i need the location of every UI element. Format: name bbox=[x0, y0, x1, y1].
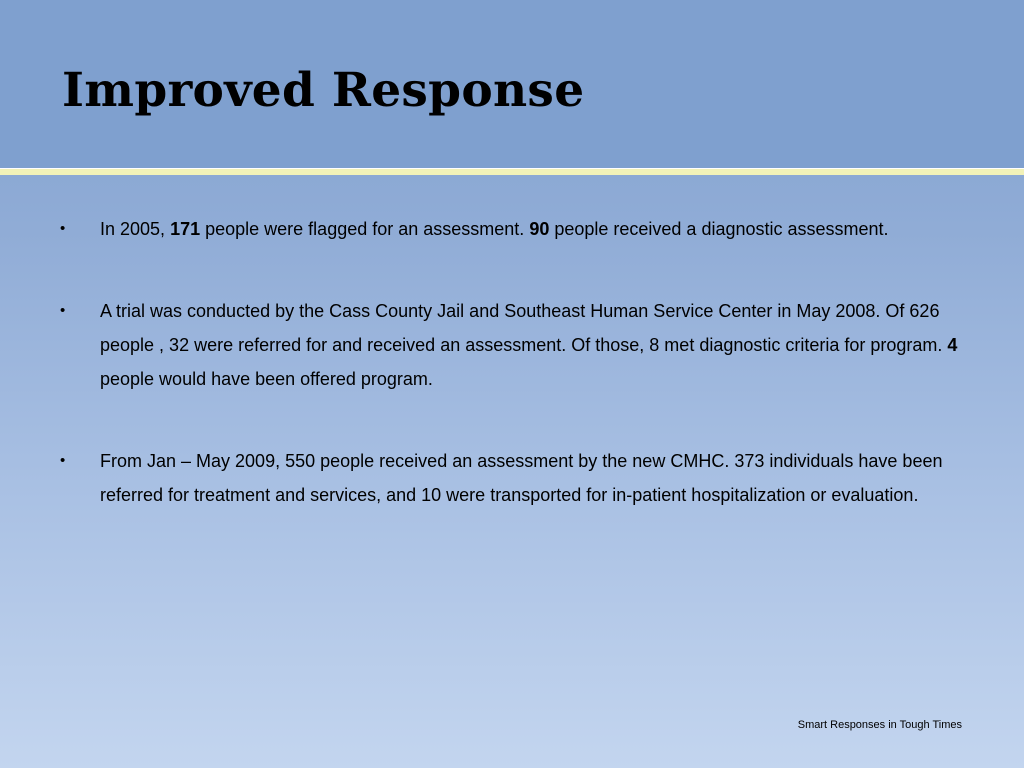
bullet-text-tail: people would have been offered program. bbox=[100, 369, 433, 389]
slide-title: Improved Response bbox=[62, 63, 585, 118]
bullet-text-lead: In 2005, bbox=[100, 219, 171, 239]
bullet-bold-number: 4 bbox=[947, 335, 958, 355]
bullet-text: From Jan – May 2009, 550 people received an assessment by the new CMHC. 373 individuals have been referred for treatment and services, and 10 were transported for in-patient hospitalization or evaluation. bbox=[100, 451, 943, 505]
bullet-marker: • bbox=[60, 220, 66, 237]
title-band bbox=[0, 0, 1024, 168]
slide-footer: Smart Responses in Tough Times bbox=[797, 719, 962, 731]
bullet-text-lead: A trial was conducted by the Cass County Jail and Southeast Human Service Center in May 2008. Of 626 people , 32 were referred for and received an assessment. Of those, 8 met diagnostic criteria for program. bbox=[100, 301, 948, 355]
bullet-text-tail: people received a diagnostic assessment. bbox=[549, 219, 889, 239]
bullet-item bbox=[60, 212, 960, 246]
bullet-bold-number: 171 bbox=[170, 219, 201, 239]
bullet-item bbox=[60, 294, 960, 396]
title-divider bbox=[0, 168, 1024, 175]
bullet-bold-number: 90 bbox=[529, 219, 550, 239]
bullet-marker: • bbox=[60, 302, 66, 319]
bullet-list bbox=[60, 212, 960, 560]
bullet-marker: • bbox=[60, 452, 66, 469]
bullet-text-mid: people were flagged for an assessment. bbox=[200, 219, 530, 239]
bullet-item bbox=[60, 444, 960, 512]
